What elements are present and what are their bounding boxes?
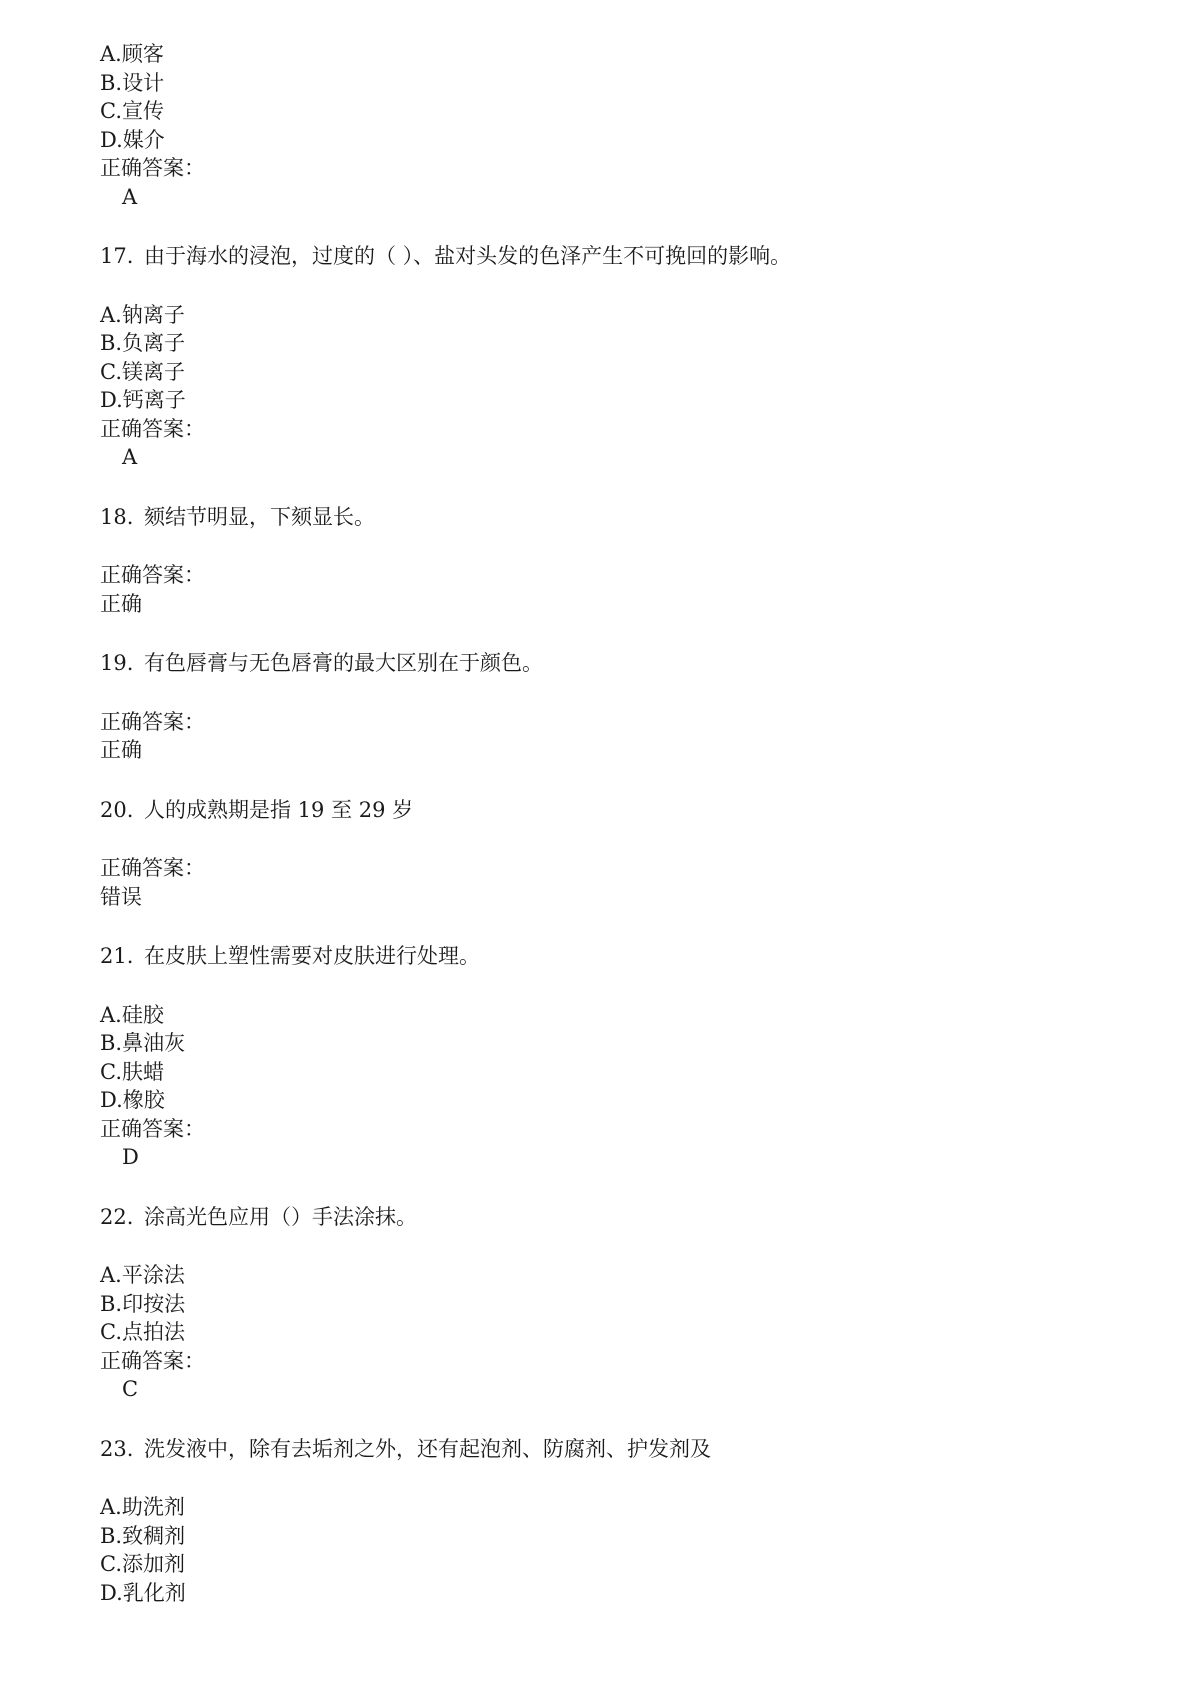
option-c: C.点拍法	[100, 1320, 185, 1344]
answer-label: 正确答案：	[100, 156, 205, 180]
answer-label: 正确答案：	[100, 416, 205, 441]
question-text: 在皮肤上塑性需要对皮肤进行处理。	[144, 944, 480, 968]
answer-label: 正确答案：	[100, 856, 205, 880]
question-17	[100, 242, 1100, 271]
answer-value: A	[122, 445, 138, 469]
question-23	[100, 1435, 1100, 1464]
answer-value: A	[122, 184, 138, 209]
question-number: 18.	[100, 504, 134, 529]
question-number: 20.	[100, 797, 134, 822]
document-page	[100, 40, 1100, 1607]
question-17-options	[100, 301, 1100, 415]
option-c: C.肤蜡	[100, 1059, 164, 1084]
option-b: B.致稠剂	[100, 1523, 186, 1548]
option-b: B.鼻油灰	[100, 1031, 186, 1055]
question-text: 颏结节明显，下颏显长。	[144, 504, 375, 529]
question-text: 由于海水的浸泡，过度的（ ）、盐对头发的色泽产生不可挽回的影响。	[144, 244, 792, 268]
option-a: A.钠离子	[100, 302, 185, 327]
option-d: D.乳化剂	[100, 1580, 186, 1605]
option-b: B.负离子	[100, 331, 186, 355]
question-number: 17.	[100, 244, 134, 268]
question-number: 19.	[100, 651, 134, 675]
answer-label: 正确答案：	[100, 1116, 205, 1141]
question-number: 22.	[100, 1204, 134, 1229]
answer-value: 错误	[100, 884, 142, 909]
question-22	[100, 1203, 1100, 1232]
question-16-options	[100, 40, 1100, 154]
option-d: D.钙离子	[100, 388, 186, 412]
question-20	[100, 796, 1100, 825]
option-a: A.顾客	[100, 42, 164, 66]
question-23-options	[100, 1493, 1100, 1607]
question-number: 23.	[100, 1436, 134, 1461]
answer-label: 正确答案：	[100, 563, 205, 587]
answer-label: 正确答案：	[100, 1348, 205, 1373]
question-text: 人的成熟期是指 19 至 29 岁	[144, 797, 414, 822]
option-d: D.媒介	[100, 127, 165, 152]
option-c: C.添加剂	[100, 1552, 185, 1576]
question-22-options	[100, 1261, 1100, 1347]
option-d: D.橡胶	[100, 1088, 165, 1112]
option-a: A.助洗剂	[100, 1495, 185, 1519]
question-21	[100, 942, 1100, 971]
answer-value: 正确	[100, 738, 142, 762]
question-text: 洗发液中，除有去垢剂之外，还有起泡剂、防腐剂、护发剂及	[144, 1436, 711, 1461]
question-number: 21.	[100, 944, 134, 968]
question-21-options	[100, 1001, 1100, 1115]
question-19	[100, 649, 1100, 678]
option-c: C.镁离子	[100, 359, 185, 384]
option-b: B.设计	[100, 70, 165, 95]
question-text: 有色唇膏与无色唇膏的最大区别在于颜色。	[144, 651, 543, 675]
question-18	[100, 503, 1100, 532]
option-b: B.印按法	[100, 1291, 186, 1316]
answer-value: C	[122, 1377, 139, 1401]
answer-value: 正确	[100, 591, 142, 616]
answer-value: D	[122, 1145, 139, 1169]
option-a: A.平涂法	[100, 1263, 185, 1287]
option-a: A.硅胶	[100, 1002, 164, 1027]
question-text: 涂高光色应用（）手法涂抹。	[144, 1204, 417, 1229]
option-c: C.宣传	[100, 99, 164, 123]
answer-label: 正确答案：	[100, 709, 205, 734]
